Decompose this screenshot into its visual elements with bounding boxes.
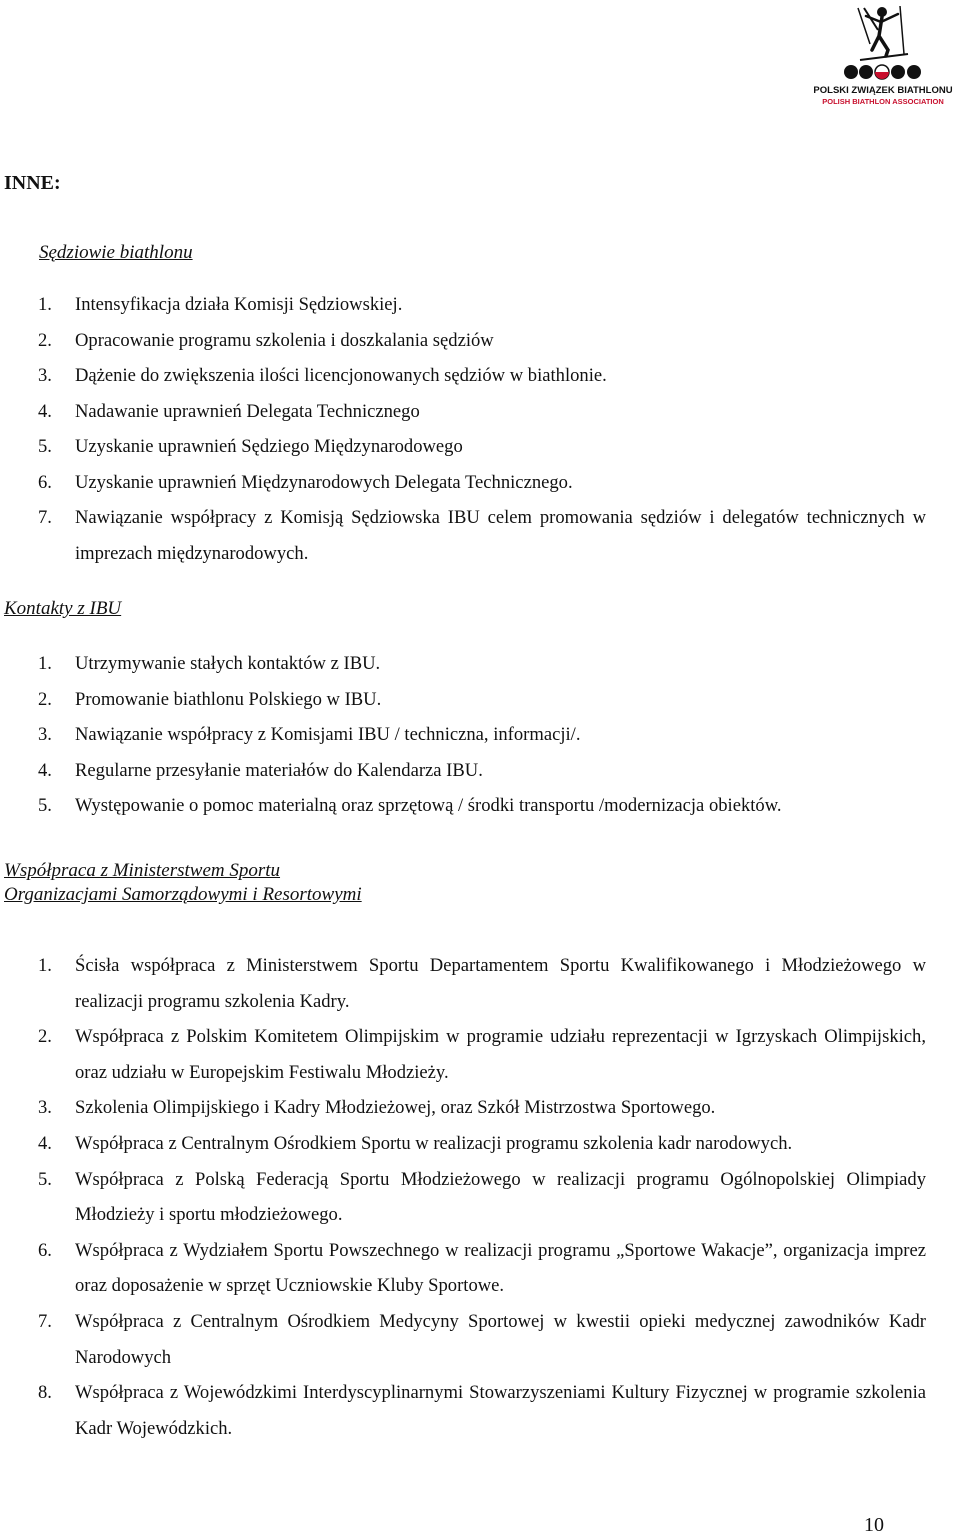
item-text: Promowanie biathlonu Polskiego w IBU. xyxy=(75,688,382,710)
item-number: 3. xyxy=(38,724,52,745)
item-number: 2. xyxy=(38,688,52,710)
item-number: 1. xyxy=(38,955,52,976)
biathlete-emblem-icon xyxy=(842,4,924,84)
list-item xyxy=(0,1019,926,1090)
list-item xyxy=(0,682,926,718)
list-item xyxy=(0,1090,926,1126)
item-number: 1. xyxy=(38,653,52,674)
section-title-ministry-line2: Organizacjami Samorządowymi i Resortowymi xyxy=(4,884,362,905)
item-text: Uzyskanie uprawnień Sędziego Międzynarodowego xyxy=(75,436,463,457)
item-number: 5. xyxy=(38,795,52,816)
item-number: 5. xyxy=(38,1168,52,1190)
list-item xyxy=(0,646,926,682)
list-item xyxy=(0,948,926,1019)
section-title-ibu xyxy=(4,597,121,621)
item-number: 2. xyxy=(38,329,52,351)
logo-name-en: POLISH BIATHLON ASSOCIATION xyxy=(822,97,944,106)
item-text: Współpraca z Polską Federacją Sportu Młodzieżowego w realizacji programu Ogólnopolskiej Olimpiady Młodzieży i sportu młodzieżowego. xyxy=(75,1168,926,1226)
item-number: 7. xyxy=(38,507,52,528)
item-number: 2. xyxy=(38,1026,52,1048)
item-text: Współpraca z Wydziałem Sportu Powszechnego w realizacji programu „Sportowe Wakacje”, organizacja imprez oraz doposażenie w sprzęt Uczniowskie Kluby Sportowe. xyxy=(75,1239,926,1297)
section-title-ministry xyxy=(4,859,362,907)
item-number: 4. xyxy=(38,1132,52,1154)
ministry-list xyxy=(0,948,926,1446)
page-heading: INNE: xyxy=(4,172,61,194)
list-item xyxy=(0,323,926,359)
item-text: Współpraca z Wojewódzkimi Interdyscyplinarnymi Stowarzyszeniami Kultury Fizycznej w programie szkolenia Kadr Wojewódzkich. xyxy=(75,1382,926,1439)
item-text: Szkolenia Olimpijskiego i Kadry Młodzieżowej, oraz Szkół Mistrzostwa Sportowego. xyxy=(75,1097,716,1119)
list-item xyxy=(0,717,926,753)
logo-name-pl: POLSKI ZWIĄZEK BIATHLONU xyxy=(813,85,953,96)
list-item xyxy=(0,1375,926,1446)
item-text: Współpraca z Centralnym Ośrodkiem Sportu w realizacji programu szkolenia kadr narodowych. xyxy=(75,1132,793,1154)
list-item xyxy=(0,465,926,501)
list-item xyxy=(0,1233,926,1304)
item-text: Nadawanie uprawnień Delegata Technicznego xyxy=(75,400,420,422)
item-number: 4. xyxy=(38,400,52,422)
page-number: 10 xyxy=(864,1514,884,1536)
association-logo xyxy=(808,4,958,108)
list-item xyxy=(0,358,926,394)
item-text: Nawiązanie współpracy z Komisją Sędziowska IBU celem promowania sędziów i delegatów technicznych w imprezach międzynarodowych. xyxy=(75,507,926,564)
list-item xyxy=(0,1126,926,1162)
list-item xyxy=(0,1162,926,1233)
list-item xyxy=(0,1304,926,1375)
list-item xyxy=(0,394,926,430)
item-text: Utrzymywanie stałych kontaktów z IBU. xyxy=(75,653,381,674)
list-item xyxy=(0,753,926,789)
list-item xyxy=(0,788,926,824)
item-text: Uzyskanie uprawnień Międzynarodowych Delegata Technicznego. xyxy=(75,471,573,493)
section-title-ibu-text: Kontakty z IBU xyxy=(4,598,122,619)
item-number: 8. xyxy=(38,1382,52,1404)
section-title-judges xyxy=(39,241,193,265)
item-number: 6. xyxy=(38,471,52,493)
item-number: 5. xyxy=(38,436,52,457)
item-text: Współpraca z Centralnym Ośrodkiem Medycyny Sportowej w kwestii opieki medycznej zawodników Kadr Narodowych xyxy=(75,1310,926,1368)
section-title-ministry-line1: Współpraca z Ministerstwem Sportu xyxy=(4,860,281,881)
judges-list xyxy=(0,287,926,571)
list-item xyxy=(0,429,926,465)
ibu-list xyxy=(0,646,926,824)
list-item xyxy=(0,287,926,323)
item-number: 7. xyxy=(38,1310,52,1332)
item-text: Intensyfikacja działa Komisji Sędziowskiej. xyxy=(75,294,403,315)
item-text: Występowanie o pomoc materialną oraz sprzętową / środki transportu /modernizacja obiektów. xyxy=(75,795,782,816)
item-number: 6. xyxy=(38,1239,52,1261)
item-number: 3. xyxy=(38,1097,52,1119)
item-number: 4. xyxy=(38,759,52,781)
item-number: 3. xyxy=(38,365,52,386)
list-item xyxy=(0,500,926,571)
item-number: 1. xyxy=(38,294,52,315)
item-text: Regularne przesyłanie materiałów do Kalendarza IBU. xyxy=(75,759,483,781)
item-text: Nawiązanie współpracy z Komisjami IBU / techniczna, informacji/. xyxy=(75,724,581,745)
item-text: Ścisła współpraca z Ministerstwem Sportu Departamentem Sportu Kwalifikowanego i Młodzieżowego w realizacji programu szkolenia Kadry. xyxy=(75,955,926,1012)
item-text: Opracowanie programu szkolenia i doszkalania sędziów xyxy=(75,329,494,351)
section-title-judges-text: Sędziowie biathlonu xyxy=(39,242,193,263)
item-text: Dążenie do zwiększenia ilości licencjonowanych sędziów w biathlonie. xyxy=(75,365,607,386)
item-text: Współpraca z Polskim Komitetem Olimpijskim w programie udziału reprezentacji w Igrzyskach Olimpijskich, oraz udziału w Europejskim Festiwalu Młodzieży. xyxy=(75,1026,926,1083)
